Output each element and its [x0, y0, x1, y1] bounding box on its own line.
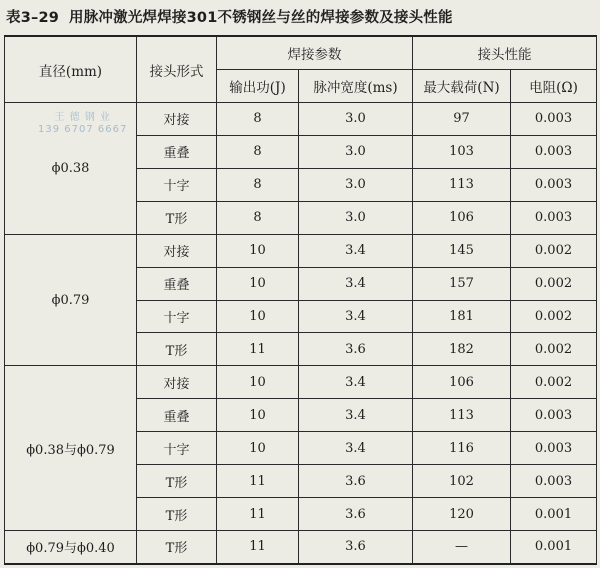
cell-joint-type: 重叠 — [137, 267, 217, 300]
cell-pulse-width: 3.6 — [299, 498, 413, 531]
cell-max-load: 157 — [413, 267, 511, 300]
cell-joint-type: 十字 — [137, 168, 217, 201]
header-pulse-width: 脉冲宽度(ms) — [299, 70, 413, 103]
cell-max-load: 106 — [413, 366, 511, 399]
cell-pulse-width: 3.6 — [299, 465, 413, 498]
cell-joint-type: T形 — [137, 465, 217, 498]
header-joint-type: 接头形式 — [137, 36, 217, 103]
cell-max-load: — — [413, 530, 511, 564]
cell-joint-type: 十字 — [137, 432, 217, 465]
cell-output-energy: 11 — [217, 465, 299, 498]
cell-joint-type: 对接 — [137, 103, 217, 136]
cell-pulse-width: 3.4 — [299, 267, 413, 300]
cell-output-energy: 10 — [217, 366, 299, 399]
cell-max-load: 97 — [413, 103, 511, 136]
table-body — [5, 103, 597, 565]
cell-output-energy: 8 — [217, 135, 299, 168]
header-weld-params: 焊接参数 — [217, 36, 413, 70]
cell-resistance: 0.001 — [511, 530, 597, 564]
cell-max-load: 102 — [413, 465, 511, 498]
cell-max-load: 181 — [413, 300, 511, 333]
watermark-line1: 王 德 钢 业 — [54, 112, 111, 123]
cell-pulse-width: 3.4 — [299, 300, 413, 333]
cell-output-energy: 11 — [217, 333, 299, 366]
cell-resistance: 0.003 — [511, 168, 597, 201]
cell-resistance: 0.002 — [511, 333, 597, 366]
cell-joint-type: 十字 — [137, 300, 217, 333]
table-row — [5, 234, 597, 267]
cell-output-energy: 8 — [217, 201, 299, 234]
cell-joint-type: T形 — [137, 498, 217, 531]
cell-output-energy: 11 — [217, 530, 299, 564]
cell-max-load: 145 — [413, 234, 511, 267]
header-output-energy: 输出功(J) — [217, 70, 299, 103]
cell-diameter: ϕ0.79与ϕ0.40 — [5, 530, 137, 564]
cell-pulse-width: 3.4 — [299, 366, 413, 399]
cell-output-energy: 10 — [217, 234, 299, 267]
cell-pulse-width: 3.0 — [299, 168, 413, 201]
table-title-text: 用脉冲激光焊焊接301不锈钢丝与丝的焊接参数及接头性能 — [69, 10, 453, 26]
cell-resistance: 0.002 — [511, 300, 597, 333]
cell-max-load: 113 — [413, 399, 511, 432]
cell-pulse-width: 3.4 — [299, 399, 413, 432]
cell-resistance: 0.003 — [511, 201, 597, 234]
cell-max-load: 116 — [413, 432, 511, 465]
cell-pulse-width: 3.0 — [299, 201, 413, 234]
cell-diameter: ϕ0.38 — [5, 103, 137, 235]
cell-max-load: 103 — [413, 135, 511, 168]
cell-max-load: 113 — [413, 168, 511, 201]
header-resistance: 电阻(Ω) — [511, 70, 597, 103]
cell-pulse-width: 3.4 — [299, 234, 413, 267]
cell-resistance: 0.002 — [511, 366, 597, 399]
cell-resistance: 0.002 — [511, 267, 597, 300]
cell-joint-type: 重叠 — [137, 399, 217, 432]
cell-resistance: 0.003 — [511, 432, 597, 465]
header-diameter: 直径(mm) — [5, 36, 137, 103]
cell-output-energy: 10 — [217, 267, 299, 300]
cell-resistance: 0.003 — [511, 103, 597, 136]
cell-pulse-width: 3.6 — [299, 333, 413, 366]
cell-diameter: ϕ0.79 — [5, 234, 137, 366]
table-title — [6, 6, 453, 27]
watermark — [38, 112, 127, 136]
cell-pulse-width: 3.4 — [299, 432, 413, 465]
cell-output-energy: 10 — [217, 300, 299, 333]
cell-resistance: 0.003 — [511, 135, 597, 168]
cell-output-energy: 10 — [217, 399, 299, 432]
table-number: 表3–29 — [6, 10, 60, 26]
cell-pulse-width: 3.6 — [299, 530, 413, 564]
cell-joint-type: 重叠 — [137, 135, 217, 168]
cell-joint-type: T形 — [137, 201, 217, 234]
watermark-line2: 139 6707 6667 — [38, 124, 128, 135]
header-joint-performance: 接头性能 — [413, 36, 597, 70]
cell-resistance: 0.001 — [511, 498, 597, 531]
cell-resistance: 0.003 — [511, 465, 597, 498]
cell-pulse-width: 3.0 — [299, 135, 413, 168]
cell-max-load: 182 — [413, 333, 511, 366]
cell-output-energy: 10 — [217, 432, 299, 465]
cell-joint-type: T形 — [137, 333, 217, 366]
cell-pulse-width: 3.0 — [299, 103, 413, 136]
cell-resistance: 0.003 — [511, 399, 597, 432]
table-row — [5, 530, 597, 564]
cell-max-load: 106 — [413, 201, 511, 234]
cell-joint-type: 对接 — [137, 366, 217, 399]
header-max-load: 最大载荷(N) — [413, 70, 511, 103]
cell-max-load: 120 — [413, 498, 511, 531]
cell-resistance: 0.002 — [511, 234, 597, 267]
cell-joint-type: T形 — [137, 530, 217, 564]
cell-output-energy: 11 — [217, 498, 299, 531]
cell-output-energy: 8 — [217, 103, 299, 136]
cell-joint-type: 对接 — [137, 234, 217, 267]
cell-output-energy: 8 — [217, 168, 299, 201]
cell-diameter: ϕ0.38与ϕ0.79 — [5, 366, 137, 531]
table-row — [5, 366, 597, 399]
